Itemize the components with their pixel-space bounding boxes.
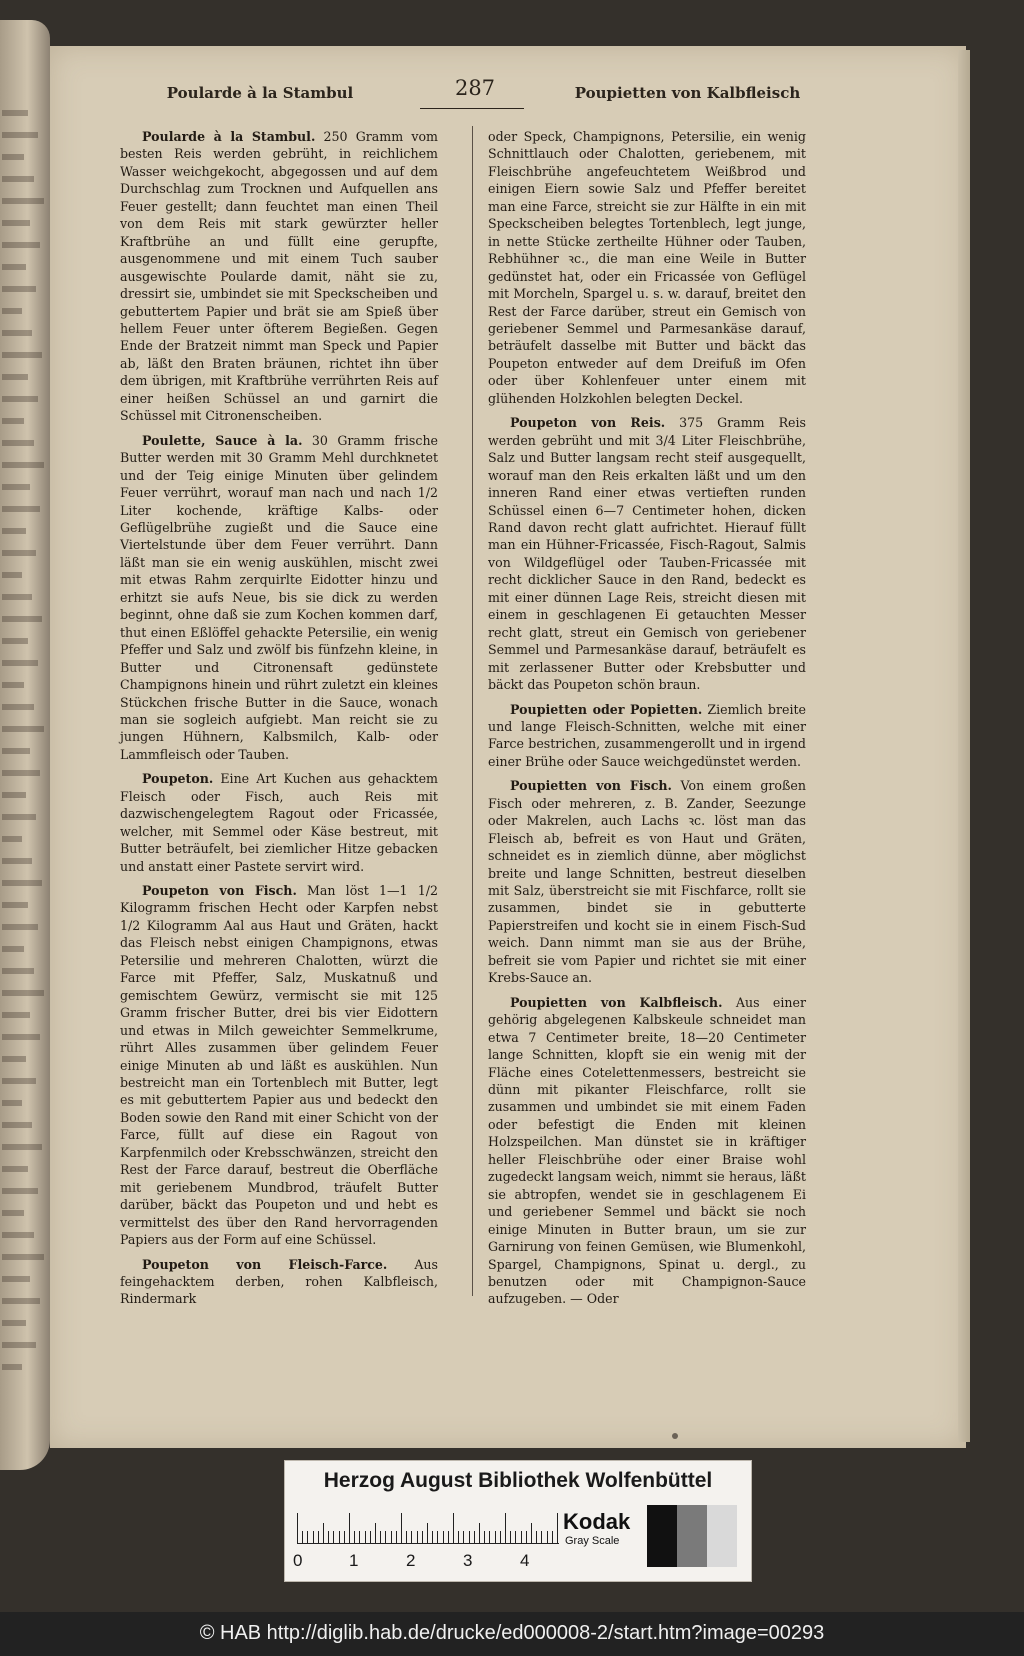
entry-heading: Poupietten von Fisch. bbox=[510, 778, 672, 794]
ruler-tick bbox=[448, 1531, 449, 1543]
facing-page-text-trace bbox=[2, 682, 24, 688]
ruler-tick bbox=[469, 1531, 470, 1543]
facing-page-text-trace bbox=[2, 924, 38, 930]
facing-page-text-trace bbox=[2, 770, 40, 776]
gray-swatch bbox=[707, 1505, 737, 1567]
facing-page-text-trace bbox=[2, 638, 28, 644]
entry-heading: Poupeton von Fisch. bbox=[142, 883, 297, 899]
facing-page-text-trace bbox=[2, 1056, 26, 1062]
facing-page-text-trace bbox=[2, 506, 40, 512]
facing-page-text-trace bbox=[2, 836, 22, 842]
article-entry bbox=[488, 414, 806, 693]
facing-page-text-trace bbox=[2, 1276, 30, 1282]
entry-heading: Poupeton von Reis. bbox=[510, 415, 666, 431]
facing-page-text-trace bbox=[2, 1254, 44, 1260]
facing-page-text-trace bbox=[2, 352, 42, 358]
gray-swatch bbox=[677, 1505, 707, 1567]
ruler-tick bbox=[515, 1531, 516, 1543]
facing-page-text-trace bbox=[2, 792, 26, 798]
ruler-tick bbox=[474, 1531, 475, 1543]
facing-page-text-trace bbox=[2, 1320, 26, 1326]
page-foot-mark bbox=[672, 1433, 678, 1439]
ruler-tick bbox=[479, 1523, 480, 1543]
library-name: Herzog August Bibliothek Wolfenbüttel bbox=[323, 1469, 713, 1492]
entry-text: 250 Gramm vom besten Reis werden gebrüht, in reichlichem Wasser weichgekocht, abgegossen und auf dem Durchschlag zum Trocknen und Aufquellen ans Feuer gestellt; dann feuchtet man einen Theil von dem Reis mit stark gewürzter heller Kraftbrühe an und füllt eine gerupfte, ausgenommene und mit einem Tuch sauber ausgewischte Poularde damit, näht sie zu, dressirt sie, umbindet sie mit Speckscheiben und gebuttertem Papier und brät sie am Spieß über hellem Feuer unter öfterem Begießen. Gegen Ende der Bratzeit nimmt man Speck und Papier ab, läßt den Braten bräunen, richtet ihn über dem übrigen, mit Kraftbrühe verrührten Reis auf einer heißen Schüssel an und garnirt die Schüssel mit Citronenscheiben. bbox=[120, 129, 438, 424]
article-entry bbox=[120, 882, 438, 1249]
header-rule bbox=[420, 108, 524, 109]
ruler-tick bbox=[318, 1531, 319, 1543]
credit-bar bbox=[0, 1612, 1024, 1656]
entry-text: 375 Gramm Reis werden gebrüht und mit 3/4 Liter Fleischbrühe, Salz und Butter langsam recht steif ausgequellt, worauf man den Reis erkalten läßt und um den inneren Rand einer etwas vertieften runden Schüssel einen 6—7 Centimeter hohen, dicken Rand davon recht glatt aufrichtet. Hierauf füllt man ein Hühner-Fricassée, Fisch-Ragout, Salmis von Wildgeflügel oder Tauben-Fricassée mit recht dicklicher Sauce in den Rand, bedeckt es mit einer dünnen Lage Reis, streicht diesen mit einem in geschlagenen Ei getauchten Messer recht glatt, streut ein Gemisch von geriebener Semmel und Parmesankäse darauf, beträufelt es mit zerlassener Butter oder Krebsbutter und bäckt das Poupeton schön braun. bbox=[488, 415, 807, 693]
entry-text: Aus einer gehörig abgelegenen Kalbskeule schneidet man etwa 7 Centimeter breite, 18—20 Centimeter lange Schnitten, klopft sie ein wenig mit der Fläche eines Cotelettenmessers, bestreicht sie dünn mit pikanter Fleischfarce, rollt sie zusammen und umbindet sie mit einem Faden oder befestigt die Enden mit kleinen Holzspeilchen. Man dünstet sie in kräftiger heller Fleischbrühe oder einer Braise wohl zugedeckt langsam weich, nimmt sie heraus, läßt sie abtropfen, wendet sie in geschlagenem Ei und geriebener Semmel und bäckt sie noch einige Minuten in Butter braun, um sie zur Garnirung von feinen Gemüsen, wie Blumenkohl, Spargel, Champignons, Spinat u. dergl., zu benutzen oder mit Champignon-Sauce aufzugeben. — Oder bbox=[488, 994, 806, 1307]
facing-page-text-trace bbox=[2, 1342, 36, 1348]
ruler-tick bbox=[500, 1531, 501, 1543]
ruler-tick bbox=[458, 1531, 459, 1543]
ruler-tick bbox=[484, 1531, 485, 1543]
ruler-tick bbox=[323, 1523, 324, 1543]
facing-page-text-trace bbox=[2, 132, 38, 138]
facing-page-text-trace bbox=[2, 154, 24, 160]
ruler-tick bbox=[557, 1513, 558, 1543]
facing-page-text-trace bbox=[2, 594, 32, 600]
ruler-tick bbox=[406, 1531, 407, 1543]
ruler-tick bbox=[526, 1531, 527, 1543]
facing-page-text-trace bbox=[2, 264, 26, 270]
facing-page-edge bbox=[0, 20, 50, 1470]
facing-page-text-trace bbox=[2, 1012, 30, 1018]
entry-heading: Poulette, Sauce à la. bbox=[142, 432, 303, 448]
ruler-tick bbox=[339, 1531, 340, 1543]
ruler-tick bbox=[417, 1531, 418, 1543]
facing-page-text-trace bbox=[2, 462, 44, 468]
facing-page-text-trace bbox=[2, 1210, 24, 1216]
scale-number: 0 bbox=[293, 1551, 303, 1570]
facing-page-text-trace bbox=[2, 1232, 34, 1238]
gray-swatch bbox=[647, 1505, 677, 1567]
entry-text: 30 Gramm frische Butter werden mit 30 Gramm Mehl durchknetet und der Teig einige Minuten über gelindem Feuer verrührt, worauf man nach und nach 1/2 Liter kochende, kräftige Kalbs- oder Geflügelbrühe zugießt und die Sauce eine Viertelstunde über dem Feuer verrührt. Dann läßt man sie ein wenig auskühlen, mischt zwei mit etwas Rahm zerquirlte Eidotter hinzu und erhitzt sie aufs Neue, bis sie dick zu werden beginnt, ohne daß sie zum Kochen kommen darf, thut einen Eßlöffel gehackte Petersilie, ein wenig Pfeffer und Salz und zwölf bis fünfzehn kleine, in Butter und Citronensaft gedünstete Champignons hinein und rührt zuletzt ein kleines Stückchen frische Butter in die Sauce, wonach man sie sogleich aufgiebt. Man reicht sie zu jungen Hühnern, Kalbsmilch, Kalb- oder Lammfleisch oder Tauben. bbox=[120, 432, 439, 762]
entry-text: Man löst 1—1 1/2 Kilogramm frischen Hecht oder Karpfen nebst 1/2 Kilogramm Aal aus Haut und Gräten, hackt das Fleisch nebst einigen Champignons, etwas Petersilie und mehreren Chalotten, würzt die Farce mit Pfeffer, Salz, Muskatnuß und gemischtem Gewürz, vermischt sie mit 125 Gramm frischer Butter, drei bis vier Eidottern und etwas in Milch geweichter Semmelkrume, rührt Alles zusammen über gelindem Feuer einige Minuten ab und läßt es auskühlen. Nun bestreicht man ein Tortenblech mit Butter, legt es mit gebuttertem Papier aus und bedeckt den Boden sowie den Rand mit einer Schicht von der Farce, füllt auf diese ein Ragout von Karpfenmilch oder Krebsschwänzen, streicht den Rest der Farce darauf, bestreut die Oberfläche mit geriebenem Mundbrod, träufelt Butter darüber, bäckt das Poupeton und und hebt es vermittelst des über den Rand hervorragenden Papiers aus der Form auf eine Schüssel. bbox=[120, 883, 438, 1248]
kodak-logo: Kodak bbox=[563, 1509, 631, 1534]
ruler-tick bbox=[328, 1531, 329, 1543]
ruler-tick bbox=[380, 1531, 381, 1543]
entry-text: Eine Art Kuchen aus gehacktem Fleisch oder Fisch, auch Reis mit dazwischengelegtem Ragout oder Fricassée, welcher, mit Semmel oder Käse bestreut, mit Butter beträufelt, bei ziemlicher Hitze gebacken und anstatt einer Pastete servirt wird. bbox=[120, 771, 438, 874]
ruler-tick bbox=[437, 1531, 438, 1543]
text-column-right bbox=[488, 128, 806, 1315]
facing-page-text-trace bbox=[2, 1034, 40, 1040]
ruler-tick bbox=[370, 1531, 371, 1543]
ruler-tick bbox=[531, 1523, 532, 1543]
ruler-tick bbox=[443, 1531, 444, 1543]
facing-page-text-trace bbox=[2, 1122, 32, 1128]
ruler-tick bbox=[333, 1531, 334, 1543]
page-stack-edge bbox=[958, 50, 970, 1442]
facing-page-text-trace bbox=[2, 1078, 36, 1084]
color-target-card bbox=[284, 1460, 752, 1582]
ruler-tick bbox=[297, 1513, 298, 1543]
facing-page-text-trace bbox=[2, 176, 34, 182]
entry-heading: Poupietten oder Popietten. bbox=[510, 701, 703, 717]
facing-page-text-trace bbox=[2, 242, 40, 248]
scale-number: 3 bbox=[463, 1551, 473, 1570]
facing-page-text-trace bbox=[2, 110, 28, 116]
ruler-tick bbox=[541, 1531, 542, 1543]
ruler-tick bbox=[521, 1531, 522, 1543]
ruler-tick bbox=[552, 1531, 553, 1543]
page-number: 287 bbox=[454, 76, 496, 100]
scale-number: 1 bbox=[349, 1551, 359, 1570]
facing-page-text-trace bbox=[2, 1100, 22, 1106]
facing-page-text-trace bbox=[2, 440, 34, 446]
ruler-tick bbox=[375, 1523, 376, 1543]
facing-page-text-trace bbox=[2, 308, 22, 314]
ruler-tick bbox=[359, 1531, 360, 1543]
facing-page-text-trace bbox=[2, 990, 44, 996]
ruler-tick bbox=[302, 1531, 303, 1543]
facing-page-text-trace bbox=[2, 880, 42, 886]
scale-number: 2 bbox=[406, 1551, 416, 1570]
facing-page-text-trace bbox=[2, 572, 22, 578]
entry-text: Von einem großen Fisch oder mehreren, z. B. Zander, Seezunge oder Makrelen, auch Lachs ꝛc. löst man das Fleisch ab, befreit es von Haut und Gräten, schneidet es in ziemlich dünne, aber möglichst breite und lange Schnitten, bestreut dieselben mit Salz, überstreicht sie mit Fischfarce, rollt sie zusammen, bindet sie in gebutterte Papierstreifen und kocht sie in einem Fisch-Sud weich. Dann nimmt man sie aus der Brühe, befreit sie vom Papier und richtet sie mit einer Krebs-Sauce an. bbox=[488, 778, 806, 986]
ruler-tick bbox=[463, 1531, 464, 1543]
running-header-left: Poularde à la Stambul bbox=[166, 84, 354, 102]
text-column-left bbox=[120, 128, 438, 1315]
facing-page-text-trace bbox=[2, 198, 44, 204]
ruler-tick bbox=[453, 1513, 454, 1543]
ruler-tick bbox=[307, 1531, 308, 1543]
facing-page-text-trace bbox=[2, 1144, 42, 1150]
entry-text: Aus feingehacktem derben, rohen Kalbfleisch, Rindermark bbox=[120, 1256, 438, 1307]
running-header-right: Poupietten von Kalbfleisch bbox=[574, 84, 801, 102]
facing-page-text-trace bbox=[2, 220, 30, 226]
ruler-tick bbox=[505, 1513, 506, 1543]
facing-page-text-trace bbox=[2, 968, 34, 974]
ruler-tick bbox=[391, 1531, 392, 1543]
ruler-tick bbox=[547, 1531, 548, 1543]
facing-page-text-trace bbox=[2, 1298, 40, 1304]
facing-page-text-trace bbox=[2, 902, 28, 908]
facing-page-text-trace bbox=[2, 946, 24, 952]
gray-scale-label: Gray Scale bbox=[565, 1535, 620, 1547]
entry-heading: Poularde à la Stambul. bbox=[142, 129, 316, 144]
facing-page-text-trace bbox=[2, 286, 36, 292]
copyright-credit: © HAB http://diglib.hab.de/drucke/ed000008-2/start.htm?image=00293 bbox=[199, 1622, 825, 1644]
entry-text: Ziemlich breite und lange Fleisch-Schnitten, welche mit einer Farce bestrichen, zusammengerollt und in irgend einer Brühe oder Sauce weichgedünstet werden. bbox=[488, 701, 806, 769]
ruler-tick bbox=[422, 1531, 423, 1543]
facing-page-text-trace bbox=[2, 550, 36, 556]
scale-ruler bbox=[297, 1507, 559, 1544]
column-divider bbox=[472, 126, 473, 1296]
facing-page-text-trace bbox=[2, 418, 24, 424]
ruler-tick bbox=[510, 1531, 511, 1543]
ruler-tick bbox=[385, 1531, 386, 1543]
facing-page-text-trace bbox=[2, 858, 32, 864]
ruler-tick bbox=[427, 1523, 428, 1543]
facing-page-text-trace bbox=[2, 528, 26, 534]
facing-page-text-trace bbox=[2, 1188, 38, 1194]
article-entry bbox=[120, 128, 438, 425]
entry-heading: Poupietten von Kalbfleisch. bbox=[510, 994, 723, 1010]
facing-page-text-trace bbox=[2, 660, 38, 666]
article-entry bbox=[120, 1256, 438, 1308]
facing-page-text-trace bbox=[2, 814, 36, 820]
facing-page-text-trace bbox=[2, 704, 34, 710]
ruler-tick bbox=[536, 1531, 537, 1543]
facing-page-text-trace bbox=[2, 330, 32, 336]
entry-text: oder Speck, Champignons, Petersilie, ein wenig Schnittlauch oder Chalotten, geriebenem, mit Fleischbrühe angefeuchtetem Weißbrod und einigen Eiern sowie Salz und Pfeffer bereitet man eine Farce, streicht sie zur Hälfte in ein mit Speckscheiben belegtes Tortenblech, legt junge, in nette Stücke zertheilte Hühner oder Tauben, Rebhühner ꝛc., die man eine Weile in Butter gedünstet hat, oder ein Fricassée von Geflügel mit Morcheln, Spargel u. s. w. darauf, breitet den Rest der Farce darüber, streut ein Gemisch von geriebener Semmel und Parmesankäse darauf, beträufelt dasselbe mit Butter und bäckt das Poupeton entweder auf dem Dreifuß im Ofen oder über Kohlenfeuer unter einem mit glühenden Holzkohlen belegten Deckel. bbox=[488, 129, 806, 406]
scale-number: 4 bbox=[520, 1551, 530, 1570]
facing-page-text-trace bbox=[2, 484, 30, 490]
ruler-tick bbox=[313, 1531, 314, 1543]
ruler-tick bbox=[344, 1531, 345, 1543]
article-entry bbox=[488, 777, 806, 986]
facing-page-text-trace bbox=[2, 726, 44, 732]
article-entry bbox=[120, 432, 438, 764]
ruler-tick bbox=[396, 1531, 397, 1543]
ruler-tick bbox=[411, 1531, 412, 1543]
article-entry bbox=[488, 701, 806, 771]
ruler-tick bbox=[489, 1531, 490, 1543]
facing-page-text-trace bbox=[2, 374, 28, 380]
facing-page-text-trace bbox=[2, 616, 42, 622]
article-entry bbox=[488, 994, 806, 1308]
facing-page-text-trace bbox=[2, 1364, 22, 1370]
facing-page-text-trace bbox=[2, 748, 30, 754]
facing-page-text-trace bbox=[2, 396, 38, 402]
ruler-tick bbox=[432, 1531, 433, 1543]
ruler-tick bbox=[365, 1531, 366, 1543]
article-entry bbox=[120, 770, 438, 875]
ruler-tick bbox=[495, 1531, 496, 1543]
ruler-tick bbox=[354, 1531, 355, 1543]
gray-swatches bbox=[647, 1505, 737, 1567]
facing-page-text-trace bbox=[2, 1166, 28, 1172]
ruler-tick bbox=[349, 1513, 350, 1543]
article-entry bbox=[488, 128, 806, 407]
entry-heading: Poupeton. bbox=[142, 771, 214, 787]
entry-heading: Poupeton von Fleisch-Farce. bbox=[142, 1256, 388, 1272]
ruler-tick bbox=[401, 1513, 402, 1543]
